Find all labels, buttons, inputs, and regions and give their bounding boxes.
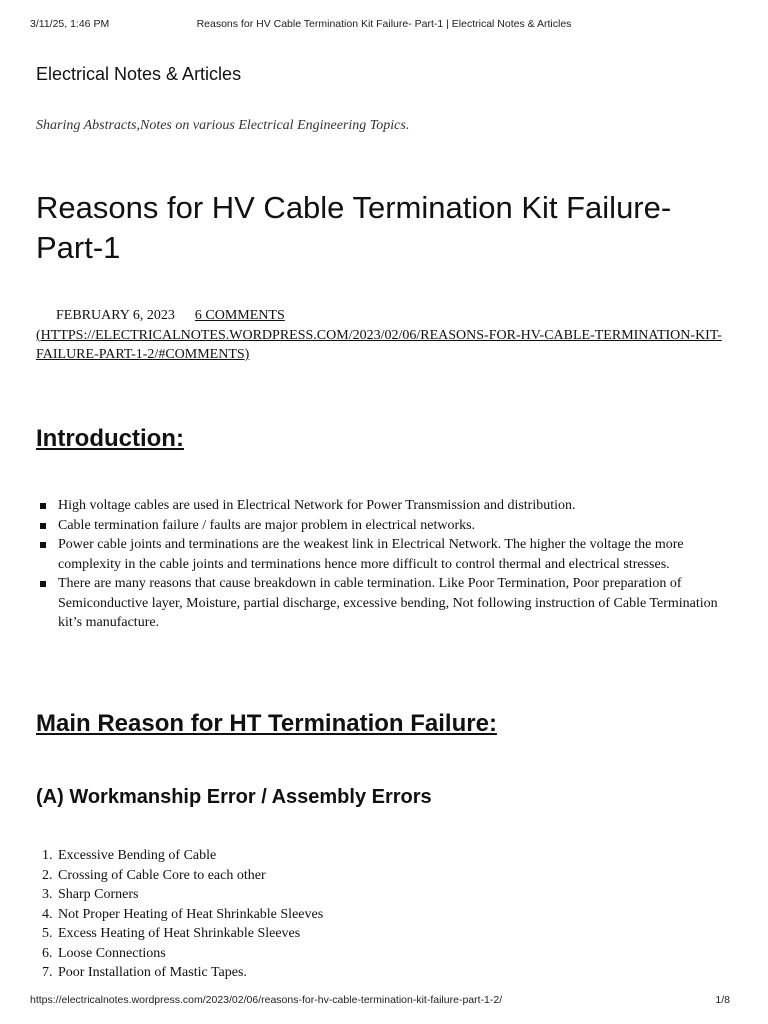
print-datetime: 3/11/25, 1:46 PM [30, 18, 110, 30]
comments-link[interactable]: 6 COMMENTS [194, 308, 285, 323]
post-meta [36, 306, 736, 365]
list-item [36, 963, 726, 983]
main-reason-heading: Main Reason for HT Termination Failure: [36, 710, 497, 737]
list-item [36, 944, 726, 964]
print-page-title: Reasons for HV Cable Termination Kit Failure- Part-1 | Electrical Notes & Articles [196, 18, 572, 30]
bullet-icon [40, 581, 46, 587]
list-number: 7. [42, 965, 53, 980]
list-item-text: Sharp Corners [58, 887, 139, 902]
list-number: 4. [42, 906, 53, 922]
bullet-icon [40, 523, 46, 529]
workmanship-subheading: (A) Workmanship Error / Assembly Errors [36, 786, 432, 808]
list-item [36, 846, 726, 866]
list-item [36, 535, 726, 574]
list-item-text: Excessive Bending of Cable [58, 848, 217, 863]
bullet-icon [40, 542, 46, 548]
list-item-text: Excess Heating of Heat Shrinkable Sleeves [58, 926, 301, 941]
list-number: 1. [42, 848, 53, 863]
page-number: 1/8 [715, 994, 730, 1006]
print-header [30, 18, 738, 34]
list-item [36, 516, 726, 536]
list-item [36, 885, 726, 905]
post-date: FEBRUARY 6, 2023 [56, 308, 175, 323]
list-item-text: High voltage cables are used in Electrical Network for Power Transmission and distribution. [58, 498, 576, 513]
list-item-text: Poor Installation of Mastic Tapes. [58, 965, 247, 980]
print-footer-url: https://electricalnotes.wordpress.com/2023/02/06/reasons-for-hv-cable-termination-kit-failure-part-1-2/ [30, 994, 503, 1006]
list-item-text: Loose Connections [58, 945, 166, 961]
list-item-text: There are many reasons that cause breakdown in cable termination. Like Poor Termination, Poor preparation of Semiconductive layer, Moisture, partial discharge, excessive bending, Not following instruction of Cable Termination kit’s manufacture. [58, 576, 718, 630]
post-title: Reasons for HV Cable Termination Kit Failure- Part-1 [36, 190, 672, 265]
list-item-text: Not Proper Heating of Heat Shrinkable Sleeves [58, 906, 324, 922]
list-item [36, 574, 726, 633]
introduction-list [36, 496, 726, 633]
list-item-text: Crossing of Cable Core to each other [58, 867, 266, 883]
bullet-icon [40, 503, 46, 509]
list-item [36, 496, 726, 516]
list-item-text: Cable termination failure / faults are major problem in electrical networks. [58, 517, 476, 533]
list-number: 6. [42, 945, 53, 961]
list-item-text: Power cable joints and terminations are the weakest link in Electrical Network. The higher the voltage the more complexity in the cable joints and terminations hence more difficult to control thermal and electrical stresses. [58, 537, 684, 572]
introduction-heading: Introduction: [36, 425, 184, 452]
reasons-list [36, 846, 726, 983]
list-item [36, 866, 726, 886]
comments-url-link[interactable]: (HTTPS://ELECTRICALNOTES.WORDPRESS.COM/2023/02/06/REASONS-FOR-HV-CABLE-TERMINATION-KIT-FAILURE-PART-1-2/#COMMENTS) [36, 327, 722, 362]
print-footer [30, 994, 738, 1010]
list-item [36, 924, 726, 944]
list-number: 2. [42, 867, 53, 883]
list-number: 3. [42, 887, 53, 902]
list-number: 5. [42, 926, 53, 941]
list-item [36, 905, 726, 925]
site-title-link[interactable]: Electrical Notes & Articles [36, 64, 242, 84]
site-tagline: Sharing Abstracts,Notes on various Electrical Engineering Topics. [36, 118, 410, 133]
